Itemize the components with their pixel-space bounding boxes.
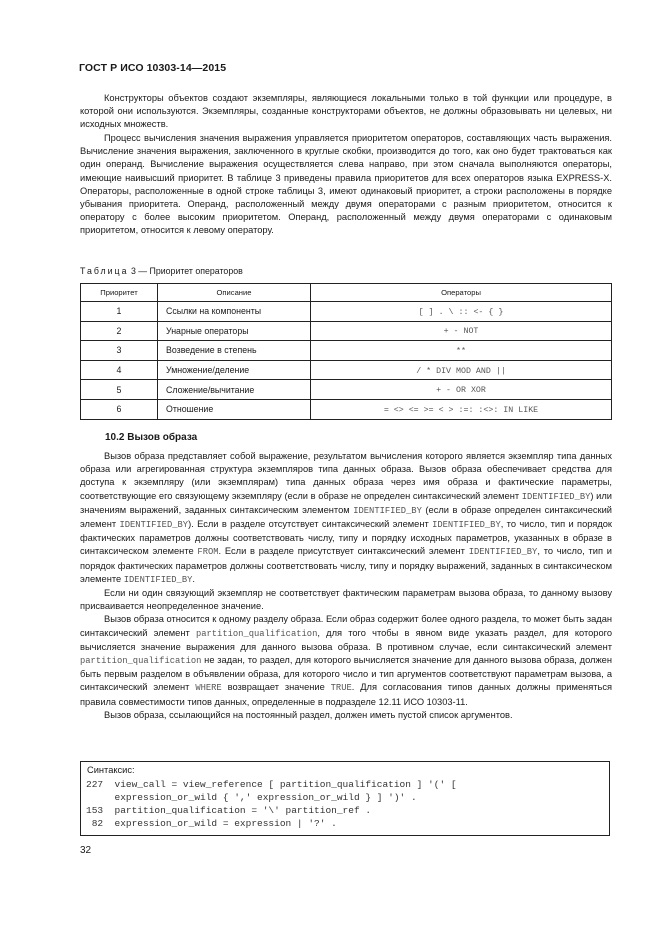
table-row (81, 302, 612, 322)
paragraph-text: Процесс вычисления значения выражения управляется приоритетом операторов, составляющих часть выражения. Вычисление значения выражения, заключенного в круглые скобки, производится до того, как оно будет трактоваться как один операнд. Вычисление выражения осуществляется слева направо, при этом сначала выполняются операторы, имеющие наивысший приоритет. В таблице 3 приведены правила приоритетов для всех операторов языка EXPRESS-X. Операторы, расположенные в одной строке таблицы 3, имеют одинаковый приоритет, а строки расположены в порядке убывания приоритета. Операнд, расположенный между двумя операторами с разным приоритетом, относится к оператору с более высоким приоритетом. Операнд, расположенный между двумя операторами с одинаковым приоритетом, относится к левому оператору. (80, 133, 612, 236)
keyword: IDENTIFIED_BY (353, 505, 422, 516)
keyword: FROM (197, 547, 219, 558)
keyword: IDENTIFIED_BY (468, 547, 538, 558)
cell-description: Унарные операторы (158, 321, 311, 341)
cell-description: Отношение (158, 399, 311, 419)
cell-description: Ссылки на компоненты (158, 302, 311, 322)
header-description: Описание (158, 284, 311, 302)
cell-description: Умножение/деление (158, 360, 311, 380)
keyword: IDENTIFIED_BY (521, 491, 591, 502)
section-title: 10.2 Вызов образа (105, 432, 198, 443)
operator-priority-table (80, 283, 612, 420)
table-row (81, 360, 612, 380)
intro-paragraph-2 (80, 132, 612, 238)
cell-operators: + - NOT (443, 327, 479, 337)
caption-word: Таблица (80, 266, 129, 276)
syntax-box (80, 761, 610, 836)
syntax-label: Синтаксис: (87, 765, 135, 775)
syntax-line: 153 partition_qualification = '\' partition_ref . (86, 805, 372, 816)
section-paragraph-3: Вызов образа относится к одному разделу образа. Если образ содержит более одного раздела, то может быть задан синтаксический элемент partition_qualification, для того чтобы в явном виде указать раздел, для которого вычисляется значение выражения для данного вызова образа. В противном случае, если синтаксический элемент partition_qualification не задан, то раздел, для которого вычисляется значение для данного вызова образа, должен быть первым разделом в объявлении образа, для которого число и тип аргументов соответствуют параметрам вызова, а синтаксический элемент WHERE возвращает значение TRUE. Для согласования типов данных должны применяться правила совместимости типов данных, определенные в подразделе 12.11 ИСО 10303-11. (80, 614, 613, 707)
table-row (81, 399, 612, 419)
header-priority: Приоритет (81, 284, 158, 302)
cell-description: Сложение/вычитание (158, 380, 311, 400)
section-paragraph-2: Если ни один связующий экземпляр не соответствует фактическим параметрам вызова образа, то данному вызову присваивается неопределенное значение. (80, 588, 612, 612)
cell-priority: 1 (81, 302, 158, 322)
section-body (80, 450, 612, 722)
syntax-line: 82 expression_or_wild = expression | '?' . (86, 818, 337, 829)
section-paragraph-4: Вызов образа, ссылающийся на постоянный раздел, должен иметь пустой список аргументов. (104, 709, 513, 720)
header-operators: Операторы (311, 284, 612, 302)
keyword: WHERE (195, 683, 222, 694)
cell-operators: = <> <= >= < > :=: :<>: IN LIKE (383, 405, 539, 415)
table-row (81, 341, 612, 361)
paragraph-text: Конструкторы объектов создают экземпляры, являющиеся локальными только в той функции или процедуре, в которой они используются. Экземпляры, созданные конструкторами объектов, не должны образовывать ни целевых, ни исходных множеств. (80, 93, 612, 130)
cell-description: Возведение в степень (158, 341, 311, 361)
caption-text: 3 — Приоритет операторов (130, 266, 243, 276)
cell-priority: 6 (81, 399, 158, 419)
intro-paragraph-1 (80, 92, 612, 132)
document-header: ГОСТ Р ИСО 10303-14—2015 (79, 62, 227, 74)
cell-priority: 2 (81, 321, 158, 341)
syntax-line: expression_or_wild { ',' expression_or_wild } ] ')' . (86, 792, 417, 803)
page-number: 32 (80, 845, 92, 856)
cell-priority: 4 (81, 360, 158, 380)
syntax-code (86, 778, 604, 830)
table-row (81, 380, 612, 400)
table-caption (80, 266, 243, 276)
keyword: TRUE (330, 683, 352, 694)
syntax-line: 227 view_call = view_reference [ partition_qualification ] '(' [ (86, 779, 457, 790)
section-paragraph-1: Вызов образа представляет собой выражение, результатом вычисления которого является экземпляр типа данных образа или агрегированная структура экземпляров типа данных образа. Вызов образа обеспечивает средства для доступа к экземпляру (или экземплярам) типа данных образа через имя образа и фактические параметры, соответствующие его связующему экземпляру (если в образе не определен синтаксический элемент IDENTIFIED_BY) или значениям выражений, заданных синтаксическим элементом IDENTIFIED_BY (если в образе определен синтаксический элемент IDENTIFIED_BY). Если в разделе отсутствует синтаксический элемент IDENTIFIED_BY, то число, тип и порядок фактических параметров должны соответствовать числу, типу и порядку исходных параметров, указанных в образе в синтаксическом элементе FROM. Если в разделе присутствует синтаксический элемент IDENTIFIED_BY, то число, тип и порядок фактических параметров должны соответствовать числу, типу и порядку выражений, заданных в синтаксическом элементе IDENTIFIED_BY. (80, 451, 612, 585)
keyword: IDENTIFIED_BY (123, 574, 193, 585)
keyword: partition_qualification (195, 628, 318, 639)
cell-operators: [ ] . \ :: <- { } (418, 307, 504, 317)
table-row (81, 321, 612, 341)
keyword: IDENTIFIED_BY (119, 520, 189, 531)
cell-operators: + - OR XOR (436, 386, 486, 396)
table-header-row (81, 284, 612, 302)
cell-operators: / * DIV MOD AND || (416, 366, 506, 376)
keyword: IDENTIFIED_BY (432, 520, 501, 531)
cell-priority: 3 (81, 341, 158, 361)
cell-operators: ** (456, 346, 466, 356)
keyword: partition_qualification (80, 656, 202, 667)
cell-priority: 5 (81, 380, 158, 400)
